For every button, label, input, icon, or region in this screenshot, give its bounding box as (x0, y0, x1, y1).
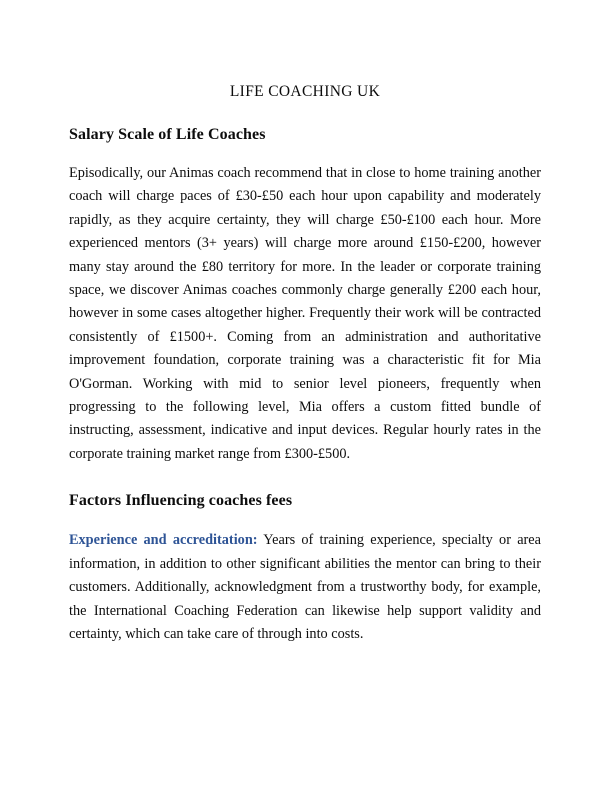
section-heading-factors-influencing-fees: Factors Influencing coaches fees (69, 492, 293, 510)
paragraph-body-text: Years of training experience, specialty or area information, in addition to other significant abilities the mentor can bring to their customers. Additionally, acknowledgment from a trustworthy body, for example, the International Coaching Federation can likewise help support validity and certainty, which can take care of through into costs. (69, 532, 542, 642)
paragraph-experience-and-accreditation (69, 512, 541, 646)
section-heading-salary-scale: Salary Scale of Life Coaches (69, 126, 266, 143)
paragraph-salary-scale: Episodically, our Animas coach recommend that in close to home training another coach will charge paces of £30-£50 each hour upon capability and moderately rapidly, as they acquire certainty, they will charge £50-£100 each hour. More experienced mentors (3+ years) will charge more around £150-£200, however many stay around the £80 territory for more. In the leader or corporate training space, we discover Animas coaches commonly charge generally £200 each hour, however in some cases altogether higher. Frequently their work will be contracted consistently of £1500+. Coming from an administration and authoritative improvement foundation, corporate training was a characteristic fit for Mia O'Gorman. Working with mid to senior level pioneers, frequently when progressing to the following level, Mia offers a custom fitted bundle of instructing, assessment, indicative and input devices. Regular hourly rates in the corporate training market range from £300-£500. (69, 165, 541, 462)
page-title: LIFE COACHING UK (229, 83, 381, 100)
lead-in-experience-and-accreditation: Experience and accreditation: (69, 532, 258, 549)
document-content (69, 0, 541, 646)
